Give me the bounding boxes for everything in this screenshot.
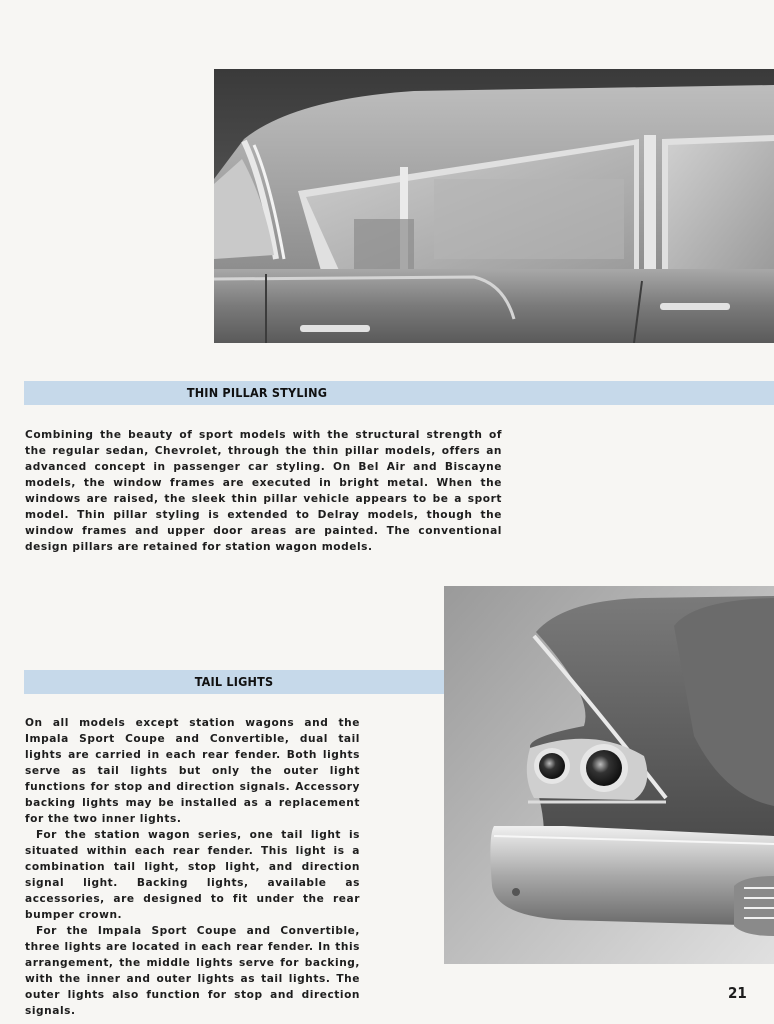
tail-lights-heading: TAIL LIGHTS [194, 674, 274, 689]
tail-lights-paragraph-2: For the station wagon series, one tail light is situated within each rear fender. This light is a combination tail light, stop light, and direction signal light. Backing lights, available as accessories, are designed to fit under the rear bumper crown. [25, 829, 360, 921]
thin-pillar-heading: THIN PILLAR STYLING [186, 385, 328, 400]
tail-lights-car-photo [444, 586, 774, 964]
tail-lights-paragraph-1: On all models except station wagons and the Impala Sport Coupe and Convertible, dual tail lights are carried in each rear fender. Both lights serve as tail lights but only the outer light functions for stop and direction signals. Accessory backing lights may be installed as a replacement for the two inner lights. [25, 717, 360, 825]
page-number: 21 [728, 984, 747, 1002]
thin-pillar-heading-band [24, 381, 774, 405]
tail-lights-heading-band [24, 670, 444, 694]
tail-lights-body [25, 715, 360, 1019]
thin-pillar-body: Combining the beauty of sport models with the structural strength of the regular sedan, Chevrolet, through the thin pillar models, offers an advanced concept in passenger car styling. On Bel Air and Biscayne models, the window frames are executed in bright metal. When the windows are raised, the sleek thin pillar vehicle appears to be a sport model. Thin pillar styling is extended to Delray models, though the window frames and upper door areas are painted. The conventional design pillars are retained for station wagon models. [25, 429, 502, 553]
thin-pillar-car-photo [214, 69, 774, 343]
tail-lights-paragraph-3: For the Impala Sport Coupe and Convertible, three lights are located in each rear fender. In this arrangement, the middle lights serve for backing, with the inner and outer lights as tail lights. The outer lights also function for stop and direction signals. [25, 925, 360, 1017]
